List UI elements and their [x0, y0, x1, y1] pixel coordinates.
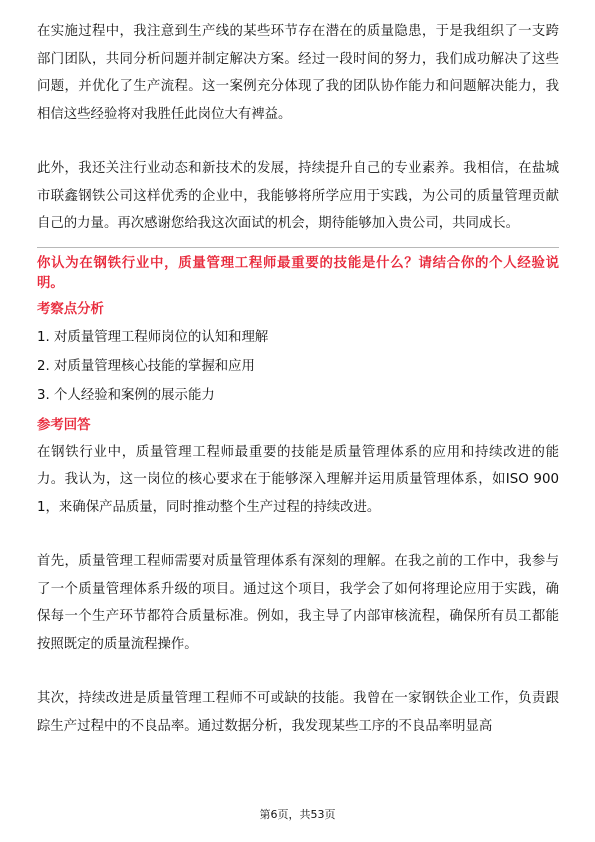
- section-divider: [37, 247, 559, 248]
- answer-paragraph-2: 首先，质量管理工程师需要对质量管理体系有深刻的理解。在我之前的工作中，我参与了一个质量管理体系升级的项目。通过这个项目，我学会了如何将理论应用于实践，确保每一个生产环节都符合质量标准。例如，我主导了内部审核流程，确保所有员工都能按照既定的质量流程操作。: [37, 554, 559, 652]
- analysis-point-1: 1. 对质量管理工程师岗位的认知和理解: [37, 329, 269, 345]
- answer-paragraph-1: 在钢铁行业中，质量管理工程师最重要的技能是质量管理体系的应用和持续改进的能力。我认为，这一岗位的核心要求在于能够深入理解并运用质量管理体系，如ISO 9001，来确保产品质量，同时推动整个生产过程的持续改进。: [37, 444, 559, 515]
- answer-paragraph-3: 其次，持续改进是质量管理工程师不可或缺的技能。我曾在一家钢铁企业工作，负责跟踪生产过程中的不良品率。通过数据分析，我发现某些工序的不良品率明显高: [37, 691, 559, 734]
- answer-title: 参考回答: [37, 417, 91, 433]
- paragraph-spacer: [37, 521, 559, 548]
- analysis-point-3: 3. 个人经验和案例的展示能力: [37, 387, 215, 403]
- page-number-footer: 第6页，共53页: [259, 808, 336, 821]
- intro-paragraph-1: 在实施过程中，我注意到生产线的某些环节存在潜在的质量隐患，于是我组织了一支跨部门团队，共同分析问题并制定解决方案。经过一段时间的努力，我们成功解决了这些问题，并优化了生产流程。这一案例充分体现了我的团队协作能力和问题解决能力，我相信这些经验将对我胜任此岗位大有裨益。: [37, 24, 559, 122]
- analysis-title: 考察点分析: [37, 301, 104, 317]
- page-content: [37, 18, 559, 740]
- analysis-point-2: 2. 对质量管理核心技能的掌握和应用: [37, 358, 255, 374]
- interview-question: 你认为在钢铁行业中，质量管理工程师最重要的技能是什么？请结合你的个人经验说明。: [37, 255, 559, 291]
- paragraph-spacer: [37, 128, 559, 155]
- intro-paragraph-2: 此外，我还关注行业动态和新技术的发展，持续提升自己的专业素养。我相信，在盐城市联鑫钢铁公司这样优秀的企业中，我能够将所学应用于实践，为公司的质量管理贡献自己的力量。再次感谢您给我这次面试的机会，期待能够加入贵公司，共同成长。: [37, 161, 559, 231]
- paragraph-spacer: [37, 658, 559, 685]
